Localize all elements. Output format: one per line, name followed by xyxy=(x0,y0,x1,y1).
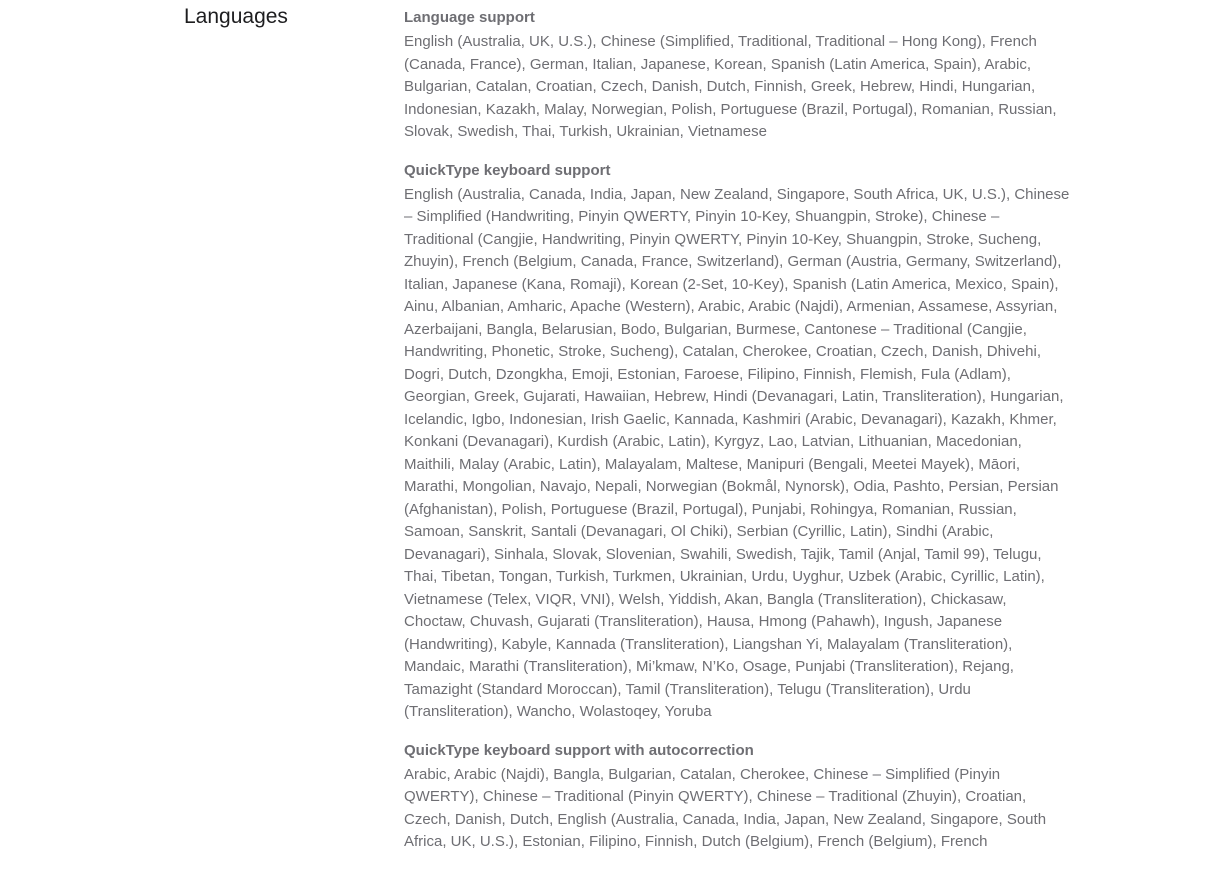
language-support-text: English (Australia, UK, U.S.), Chinese (Simplified, Traditional, Traditional – Hong Kong), French (Canada, France), German, Italian, Japanese, Korean, Spanish (Latin America, Spain), Arabic, Bulgarian, Catalan, Croatian, Czech, Danish, Dutch, Finnish, Greek, Hebrew, Hindi, Hungarian, Indonesian, Kazakh, Malay, Norwegian, Polish, Portuguese (Brazil, Portugal), Romanian, Russian, Slovak, Swedish, Thai, Turkish, Ukrainian, Vietnamese xyxy=(404,33,1057,140)
quicktype-autocorrection-heading: QuickType keyboard support with autocorrection xyxy=(404,741,754,759)
quicktype-autocorrection-text: Arabic, Arabic (Najdi), Bangla, Bulgarian, Catalan, Cherokee, Chinese – Simplified (Pinyin QWERTY), Chinese – Traditional (Pinyin QWERTY), Chinese – Traditional (Zhuyin), Croatian, Czech, Danish, Dutch, English (Australia, Canada, India, Japan, New Zealand, Singapore, South Africa, UK, U.S.), Estonian, Filipino, Finnish, Dutch (Belgium), French (Belgium), French xyxy=(404,765,1047,850)
quicktype-keyboard-heading: QuickType keyboard support xyxy=(404,161,611,179)
section-title: Languages xyxy=(184,5,288,28)
quicktype-keyboard-block xyxy=(404,161,1070,724)
language-support-heading: Language support xyxy=(404,9,535,26)
quicktype-keyboard-text: English (Australia, Canada, India, Japan, New Zealand, Singapore, South Africa, UK, U.S.), Chinese – Simplified (Handwriting, Pinyin QWERTY, Pinyin 10-Key, Shuangpin, Stroke), Chinese – Traditional (Cangjie, Handwriting, Pinyin QWERTY, Pinyin 10-Key, Shuangpin, Stroke, Sucheng, Zhuyin), French (Belgium, Canada, France, Switzerland), German (Austria, Germany, Switzerland), Italian, Japanese (Kana, Romaji), Korean (2-Set, 10-Key), Spanish (Latin America, Mexico, Spain), Ainu, Albanian, Amharic, Apache (Western), Arabic, Arabic (Najdi), Armenian, Assamese, Assyrian, Azerbaijani, Bangla, Belarusian, Bodo, Bulgarian, Burmese, Cantonese – Traditional (Cangjie, Handwriting, Phonetic, Stroke, Sucheng), Catalan, Cherokee, Croatian, Czech, Danish, Dhivehi, Dogri, Dutch, Dzongkha, Emoji, Estonian, Faroese, Filipino, Finnish, Flemish, Fula (Adlam), Georgian, Greek, Gujarati, Hawaiian, Hebrew, Hindi (Devanagari, Latin, Transliteration), Hungarian, Icelandic, Igbo, Indonesian, Irish Gaelic, Kannada, Kashmiri (Arabic, Devanagari), Kazakh, Khmer, Konkani (Devanagari), Kurdish (Arabic, Latin), Kyrgyz, Lao, Latvian, Lithuanian, Macedonian, Maithili, Malay (Arabic, Latin), Malayalam, Maltese, Manipuri (Bengali, Meetei Mayek), Māori, Marathi, Mongolian, Navajo, Nepali, Norwegian (Bokmål, Nynorsk), Odia, Pashto, Persian, Persian (Afghanistan), Polish, Portuguese (Brazil, Portugal), Punjabi, Rohingya, Romanian, Russian, Samoan, Sanskrit, Santali (Devanagari, Ol Chiki), Serbian (Cyrillic, Latin), Sindhi (Arabic, Devanagari), Sinhala, Slovak, Slovenian, Swahili, Swedish, Tajik, Tamil (Anjal, Tamil 99), Telugu, Thai, Tibetan, Tongan, Turkish, Turkmen, Ukrainian, Urdu, Uyghur, Uzbek (Arabic, Cyrillic, Latin), Vietnamese (Telex, VIQR, VNI), Welsh, Yiddish, Akan, Bangla (Transliteration), Chickasaw, Choctaw, Chuvash, Gujarati (Transliteration), Hausa, Hmong (Pahawh), Ingush, Japanese (Handwriting), Kabyle, Kannada (Transliteration), Liangshan Yi, Malayalam (Transliteration), Mandaic, Marathi (Transliteration), Mi’kmaw, N’Ko, Osage, Punjabi (Transliteration), Rejang, Tamazight (Standard Moroccan), Tamil (Transliteration), Telugu (Transliteration), Urdu (Transliteration), Wancho, Wolastoqey, Yoruba xyxy=(404,185,1070,720)
languages-content xyxy=(404,8,1070,871)
quicktype-autocorrection-block xyxy=(404,741,1070,854)
language-support-block xyxy=(404,8,1070,144)
